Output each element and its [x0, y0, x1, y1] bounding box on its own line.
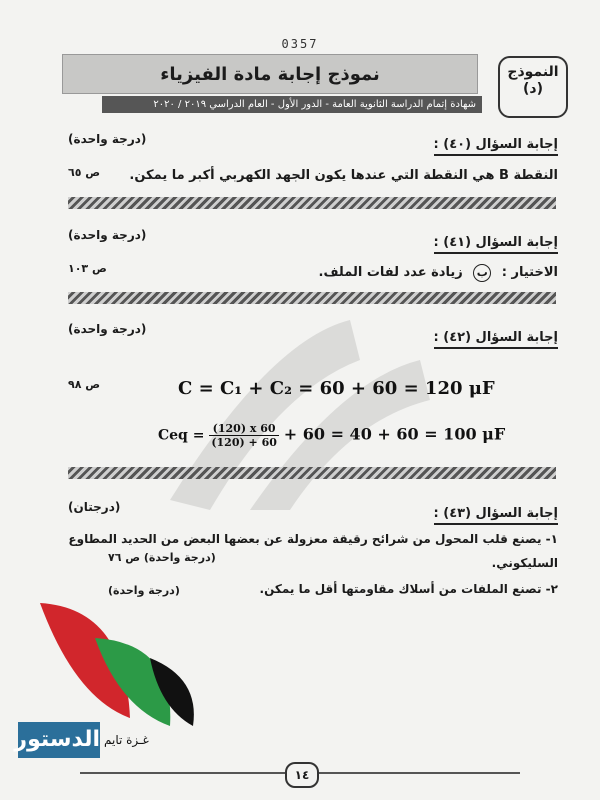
q42-fraction-denominator: (120) + 60 — [211, 436, 277, 449]
q43-item-2: ٢- تصنع الملفات من أسلاك مقاومتها أقل ما يمكن. — [259, 582, 558, 596]
q42-marks: (درجة واحدة) — [68, 322, 147, 336]
q41-page-ref: ص ١٠٣ — [68, 262, 107, 275]
model-label: النموذج — [507, 64, 559, 80]
watermark-logo — [150, 300, 450, 520]
divider — [68, 197, 556, 209]
q43-item-1: ١- يصنع قلب المحول من شرائح رقيقة معزولة عن بعضها البعض من الحديد المطاوع — [68, 532, 558, 546]
page-number: ١٤ — [285, 762, 319, 788]
q43-heading: إجابة السؤال (٤٣) : — [434, 506, 558, 525]
exam-subtitle: شهادة إتمام الدراسة الثانوية العامة - الدور الأول - العام الدراسي ٢٠١٩ / ٢٠٢٠ — [102, 96, 482, 113]
q40-answer: النقطة B هي النقطة التي عندها يكون الجهد الكهربي أكبر ما يمكن. — [129, 168, 558, 183]
q41-answer-line — [319, 264, 558, 282]
header — [62, 54, 568, 120]
q41-answer: زيادة عدد لفات الملف. — [318, 265, 463, 280]
q42-fraction-numerator: (120) x 60 — [209, 422, 279, 436]
q41-marks: (درجة واحدة) — [68, 228, 147, 242]
q42-equation-1: C = C₁ + C₂ = 60 + 60 = 120 μF — [178, 378, 495, 399]
site-logo-wordmark: الدستور — [18, 722, 100, 758]
page-title: نموذج إجابة مادة الفيزياء — [62, 54, 478, 94]
q43-item-2-marks: (درجة واحدة) — [108, 584, 180, 597]
model-badge — [498, 56, 568, 118]
q40-heading: إجابة السؤال (٤٠) : — [434, 137, 558, 156]
q40-page-ref: ص ٦٥ — [68, 166, 101, 179]
q42-fraction — [209, 422, 279, 449]
serial-number: 0357 — [281, 37, 319, 51]
q42-eq2-left: Ceq = — [158, 427, 205, 444]
q43-item-1-cont: السليكوني. — [491, 556, 558, 570]
divider — [68, 467, 556, 479]
q41-choice-letter: ب — [473, 264, 491, 282]
q40-marks: (درجة واحدة) — [68, 132, 147, 146]
q41-heading: إجابة السؤال (٤١) : — [434, 235, 558, 254]
q42-eq2-right: + 60 = 40 + 60 = 100 μF — [283, 424, 506, 444]
q42-page-ref: ص ٩٨ — [68, 378, 101, 391]
divider — [68, 292, 556, 304]
q41-choice-label: الاختيار : — [501, 265, 558, 280]
site-logo-subtitle: غـزة تايم — [104, 733, 149, 747]
model-letter: (د) — [523, 80, 543, 97]
q43-item-1-marks: (درجة واحدة) ص ٧٦ — [108, 551, 216, 564]
q42-heading: إجابة السؤال (٤٢) : — [434, 330, 558, 349]
q43-marks: (درجتان) — [68, 500, 121, 514]
site-logo-leaves — [35, 598, 205, 728]
q42-equation-2 — [158, 422, 505, 449]
